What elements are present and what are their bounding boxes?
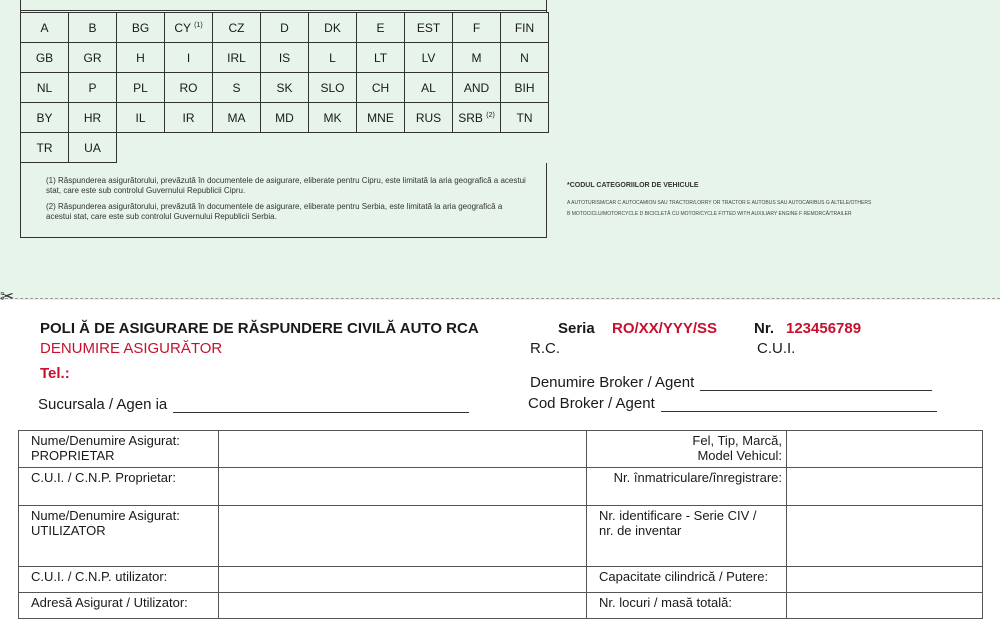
user-cui-value[interactable] <box>219 567 587 593</box>
footnote-mark: (2) <box>486 111 495 119</box>
country-code[interactable]: TN <box>501 103 549 133</box>
country-code-cy[interactable] <box>165 13 213 43</box>
country-code[interactable]: GB <box>21 43 69 73</box>
phone-label: Tel.: <box>40 365 70 382</box>
cui-label: C.U.I. <box>757 340 796 357</box>
owner-cui-label: C.U.I. / C.N.P. Proprietar: <box>19 468 219 506</box>
policy-title: POLI Ă DE ASIGURARE DE RĂSPUNDERE CIVILĂ AUTO RCA <box>40 320 479 337</box>
country-code[interactable]: CH <box>357 73 405 103</box>
footnote-serbia: (2) Răspunderea asigurătorului, prevăzută în documentele de asigurare, eliberate pentru Serbia, este limitată la aria geografică a acestui stat, care este sub controlul Guvernului Republicii Serbia. <box>46 202 503 221</box>
user-name-value[interactable] <box>219 506 587 567</box>
owner-name-label: Nume/Denumire Asigurat: PROPRIETAR <box>19 431 219 468</box>
country-code[interactable]: CZ <box>213 13 261 43</box>
engine-capacity-value[interactable] <box>787 567 983 593</box>
country-code[interactable]: FIN <box>501 13 549 43</box>
empty-cell <box>117 133 549 163</box>
country-code[interactable]: UA <box>69 133 117 163</box>
policy-number-value[interactable]: 123456789 <box>786 320 862 337</box>
vehicle-codes-line: A AUTOTURISM/CAR C AUTOCAMION SAU TRACTOR/LORRY OR TRACTOR E AUTOBUS SAU AUTOCAR/BUS G ALTELE/OTHERS <box>567 200 872 206</box>
vehicle-make-model-label: Fel, Tip, Marcă, Model Vehicul: <box>587 431 787 468</box>
country-code[interactable]: PL <box>117 73 165 103</box>
country-code[interactable]: E <box>357 13 405 43</box>
rc-label: R.C. <box>530 340 560 357</box>
country-code[interactable]: EST <box>405 13 453 43</box>
country-code[interactable]: S <box>213 73 261 103</box>
vehicle-codes-title: *CODUL CATEGORIILOR DE VEHICULE <box>567 182 699 189</box>
country-code[interactable]: SLO <box>309 73 357 103</box>
country-code[interactable]: NL <box>21 73 69 103</box>
broker-code-input-line[interactable] <box>661 398 937 412</box>
engine-capacity-label: Capacitate cilindrică / Putere: <box>587 567 787 593</box>
country-code[interactable]: M <box>453 43 501 73</box>
branch-label: Sucursala / Agen ia <box>38 396 168 413</box>
scissors-icon: ✂ <box>0 287 15 306</box>
country-code[interactable]: SK <box>261 73 309 103</box>
country-code-label: CY <box>174 20 191 35</box>
vehicle-codes-list <box>567 198 967 220</box>
country-code[interactable]: RUS <box>405 103 453 133</box>
policy-details-table <box>18 430 983 619</box>
country-code[interactable]: HR <box>69 103 117 133</box>
user-cui-label: C.U.I. / C.N.P. utilizator: <box>19 567 219 593</box>
country-code[interactable]: GR <box>69 43 117 73</box>
country-code[interactable]: LV <box>405 43 453 73</box>
broker-name-input-line[interactable] <box>700 377 932 391</box>
country-code[interactable]: IRL <box>213 43 261 73</box>
broker-code-field[interactable] <box>528 395 937 412</box>
seats-weight-value[interactable] <box>787 593 983 619</box>
cut-line <box>0 298 1000 299</box>
country-code[interactable]: IL <box>117 103 165 133</box>
user-name-label: Nume/Denumire Asigurat: UTILIZATOR <box>19 506 219 567</box>
country-code[interactable]: BY <box>21 103 69 133</box>
vehicle-make-model-value[interactable] <box>787 431 983 468</box>
broker-code-label: Cod Broker / Agent <box>528 395 655 412</box>
country-code[interactable]: MA <box>213 103 261 133</box>
country-code[interactable]: D <box>261 13 309 43</box>
address-label: Adresă Asigurat / Utilizator: <box>19 593 219 619</box>
country-code[interactable]: BG <box>117 13 165 43</box>
country-code-srb[interactable] <box>453 103 501 133</box>
vin-value[interactable] <box>787 506 983 567</box>
country-code[interactable]: L <box>309 43 357 73</box>
registration-number-value[interactable] <box>787 468 983 506</box>
country-code[interactable]: IS <box>261 43 309 73</box>
registration-number-label: Nr. înmatriculare/înregistrare: <box>587 468 787 506</box>
seats-weight-label: Nr. locuri / masă totală: <box>587 593 787 619</box>
footnotes <box>46 176 526 228</box>
country-code[interactable]: MK <box>309 103 357 133</box>
country-code[interactable]: B <box>69 13 117 43</box>
broker-name-field[interactable] <box>530 374 932 391</box>
country-code[interactable]: I <box>165 43 213 73</box>
country-code[interactable]: AND <box>453 73 501 103</box>
country-code[interactable]: N <box>501 43 549 73</box>
country-code[interactable]: BIH <box>501 73 549 103</box>
country-code[interactable]: DK <box>309 13 357 43</box>
vin-label: Nr. identificare - Serie CIV / nr. de inventar <box>587 506 787 567</box>
country-code[interactable]: P <box>69 73 117 103</box>
broker-name-label: Denumire Broker / Agent <box>530 374 695 391</box>
vehicle-codes-line: B MOTOCICLU/MOTORCYCLE D BICICLETĂ CU MOTOR/CYCLE FITTED WITH AUXILIARY ENGINE F REMORCĂ/TRAILER <box>567 211 852 217</box>
country-code[interactable]: TR <box>21 133 69 163</box>
branch-input-line[interactable] <box>173 399 469 413</box>
country-code[interactable]: IR <box>165 103 213 133</box>
seria-label: Seria <box>558 320 595 337</box>
branch-field[interactable] <box>38 396 469 413</box>
country-code[interactable]: AL <box>405 73 453 103</box>
country-code[interactable]: MNE <box>357 103 405 133</box>
address-value[interactable] <box>219 593 587 619</box>
footnote-cyprus: (1) Răspunderea asigurătorului, prevăzută în documentele de asigurare, eliberate pentru Cipru, este limitată la aria geografică a acestui stat, care este sub controlul Guvernului Republicii Cipru. <box>46 176 526 195</box>
country-code-table <box>20 12 549 163</box>
owner-cui-value[interactable] <box>219 468 587 506</box>
footnote-mark: (1) <box>194 21 203 29</box>
country-code[interactable]: MD <box>261 103 309 133</box>
country-code[interactable]: H <box>117 43 165 73</box>
country-code[interactable]: RO <box>165 73 213 103</box>
country-code[interactable]: A <box>21 13 69 43</box>
country-code[interactable]: F <box>453 13 501 43</box>
owner-name-value[interactable] <box>219 431 587 468</box>
country-code[interactable]: LT <box>357 43 405 73</box>
seria-value[interactable]: RO/XX/YYY/SS <box>612 320 718 337</box>
policy-number-label: Nr. <box>754 320 775 337</box>
country-code-label: SRB <box>458 110 483 125</box>
insurer-name: DENUMIRE ASIGURĂTOR <box>40 340 223 357</box>
